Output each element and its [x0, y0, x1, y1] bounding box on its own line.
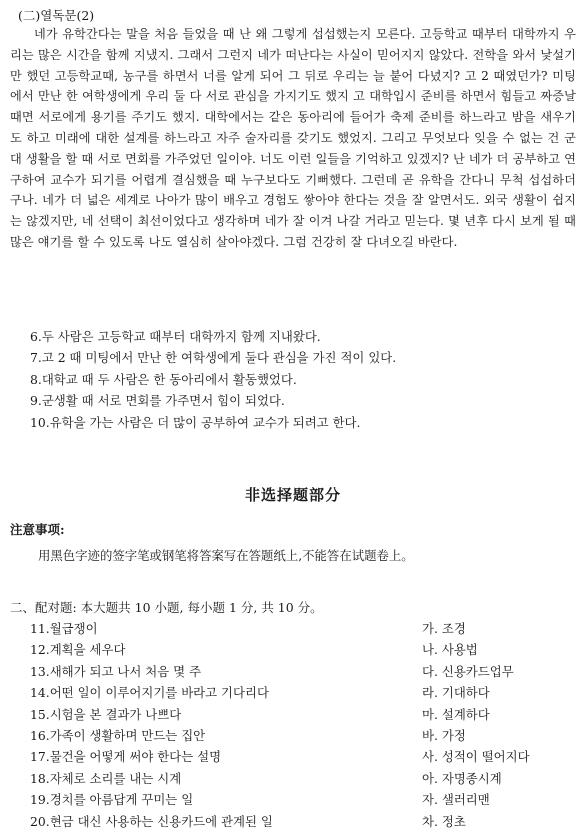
matching-row	[30, 661, 570, 682]
matching-option: 마. 설계하다	[422, 706, 490, 722]
matching-term: 16.가족이 생활하며 만드는 집안	[30, 727, 206, 743]
matching-term: 13.새해가 되고 나서 처음 몇 주	[30, 663, 202, 679]
matching-option: 라. 기대하다	[422, 685, 490, 701]
matching-option: 바. 가정	[422, 727, 466, 743]
matching-term: 18.자체로 소리를 내는 시계	[30, 770, 182, 786]
matching-option: 아. 자명종시계	[422, 770, 502, 786]
matching-row	[30, 811, 570, 832]
section-title: (二)열독문(2)	[18, 8, 95, 23]
notice-label: 注意事项:	[10, 522, 65, 537]
matching-row	[30, 618, 570, 639]
matching-option: 사. 성적이 떨어지다	[422, 749, 530, 765]
matching-term: 19.경치를 아름답게 꾸미는 일	[30, 792, 194, 808]
reading-passage: 네가 유학간다는 말을 처음 들었을 때 난 왜 그렇게 섭섭했는지 모른다. 고등학교 때부터 대학까지 우리는 많은 시간을 함께 지냈지. 그래서 그런지 네가 떠난다는 사실이 믿어지지 않았다. 전학을 와서 낯설기만 했던 고등학교때, 농구를 하면서 너를 알게 되어 그 뒤로 우리는 늘 붙어 다녔지? 고 2 때였던가? 미팅에서 만난 한 여학생에게 우리 둘 다 서로 관심을 가지기도 했지 고 대학입시 준비를 하면서 힘들고 짜증날 때면 서로에게 용기를 주기도 했지. 대학에서는 같은 동아리에 들어가 축제 준비를 하느라고 밤을 새우기도 하고 미래에 대한 설계를 하느라고 자주 술자리를 갖기도 했었지. 그리고 무엇보다 잊을 수 없는 건 군대 생활을 할 때 서로 면회를 가주었던 일이야. 너도 이런 일들을 기억하고 있겠지? 난 네가 더 공부하고 연구하여 교수가 되기를 어렵게 결심했을 때 누구보다도 기뻐했다. 그런데 곧 유학을 간다니 무척 섭섭하더구나. 네가 더 넓은 세계로 나아가 많이 배우고 경험도 쌓아야 한다는 것을 잘 알면서도. 외국 생활이 쉽지는 않겠지만, 네 선택이 최선이었다고 생각하며 네가 잘 이겨 나갈 거라고 믿는다. 몇 년후 다시 보게 될 때 많은 얘기를 할 수 있도록 나도 열심히 살아야겠다. 그럼 건강히 잘 다녀오길 바란다.	[10, 27, 576, 249]
matching-row	[30, 682, 570, 703]
question-item: 7.고 2 때 미팅에서 만난 한 여학생에게 둘다 관심을 가진 적이 있다.	[30, 350, 397, 366]
part-heading: 非选择题部分	[244, 486, 341, 504]
question-item: 10.유학을 가는 사람은 더 많이 공부하여 교수가 되려고 한다.	[30, 414, 361, 430]
matching-row	[30, 725, 570, 746]
matching-section-header: 二、配对题: 本大题共 10 小题, 每小题 1 分, 共 10 分。	[10, 600, 323, 615]
matching-row	[30, 789, 570, 810]
matching-option: 자. 샐러리맨	[422, 792, 490, 808]
matching-term: 15.시험을 본 결과가 나쁘다	[30, 706, 182, 722]
matching-row	[30, 704, 570, 725]
question-item: 9.군생활 때 서로 면회를 가주면서 힘이 되었다.	[30, 393, 285, 409]
matching-option: 나. 사용법	[422, 642, 478, 658]
notice-text: 用黑色字迹的签字笔或钢笔将答案写在答题纸上,不能答在试题卷上。	[38, 548, 414, 563]
question-list	[30, 326, 570, 433]
matching-option: 차. 정초	[422, 813, 466, 829]
matching-term: 11.월급쟁이	[30, 621, 98, 636]
matching-term: 14.어떤 일이 이루어지기를 바라고 기다리다	[30, 685, 269, 701]
matching-list	[30, 618, 570, 832]
question-item: 8.대학교 때 두 사람은 한 동아리에서 활동했었다.	[30, 371, 297, 387]
matching-term: 20.현금 대신 사용하는 신용카드에 관계된 일	[30, 813, 273, 829]
matching-option: 다. 신용카드업무	[422, 663, 514, 679]
matching-row	[30, 746, 570, 767]
matching-row	[30, 639, 570, 660]
matching-option: 가. 조경	[422, 621, 466, 636]
matching-row	[30, 768, 570, 789]
matching-term: 12.계획을 세우다	[30, 642, 126, 658]
matching-term: 17.물건을 어떻게 써야 한다는 설명	[30, 749, 222, 765]
question-item: 6.두 사람은 고등학교 때부터 대학까지 함께 지내왔다.	[30, 329, 321, 344]
